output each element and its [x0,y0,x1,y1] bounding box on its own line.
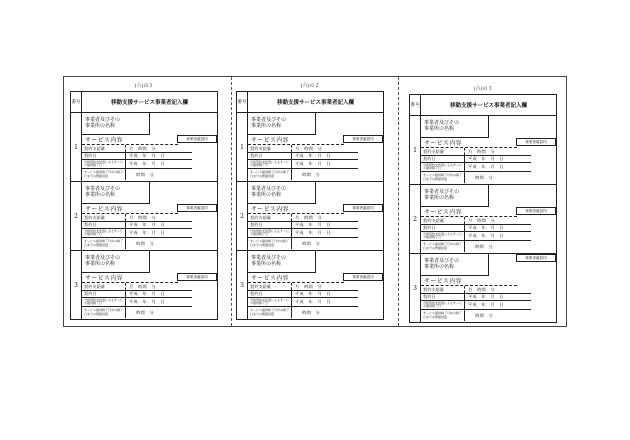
amount-value[interactable]: 月 時間 分 [468,217,495,223]
amount-label: 契約支給量 [82,145,126,152]
confirm-stamp-cell[interactable]: 事業者確認印 [177,135,217,143]
confirm-stamp-cell[interactable]: 事業者確認印 [516,138,556,146]
end-date-row [248,159,358,168]
provider-name-cell[interactable] [421,185,489,207]
provider-name-cell[interactable] [82,251,150,273]
entry-row [237,251,383,319]
end-date-label: 当該契約支給量によるサービス提供終了日 [248,229,292,237]
amount-row [421,147,517,155]
table-header [71,92,217,113]
amount-value[interactable]: 月 時間 分 [295,283,322,289]
end-date-value[interactable]: 平成 年 月 日 [129,299,165,304]
panel-title: (六)の３ [473,86,493,92]
used-amount-row [248,237,358,249]
service-label: サービス内容 [85,137,123,144]
amount-value[interactable]: 月 時間 分 [129,145,156,151]
used-amount-label: サービス提供終了月中の終了日までの既提供量 [421,241,465,252]
entry-number: 2 [237,182,248,250]
entry-row [71,251,217,319]
entry-row [410,254,556,322]
amount-row [421,285,517,293]
end-date-label: 当該契約支給量によるサービス提供終了日 [421,163,465,171]
entry-body [82,182,217,250]
table-title: 移動支援サービス事業者記入欄 [276,100,354,106]
confirm-stamp-cell[interactable]: 事業者確認印 [177,204,217,212]
used-amount-value[interactable]: 時間 分 [136,171,154,177]
service-label: サービス内容 [424,140,462,147]
service-label: サービス内容 [251,206,289,213]
entry-row [237,182,383,251]
service-row [421,138,489,147]
provider-name-cell[interactable] [248,113,316,135]
number-header: 番号 [410,95,421,115]
end-date-row [82,297,192,306]
table-header [237,92,383,113]
end-date-value[interactable]: 平成 年 月 日 [468,302,504,307]
service-row [248,135,316,144]
provider-name-label-2: 事業所の名称 [251,261,282,267]
end-date-label: 当該契約支給量によるサービス提供終了日 [82,298,126,306]
amount-row [82,282,178,290]
amount-row [248,144,344,152]
used-amount-row [82,168,192,180]
contract-date-row [421,224,531,231]
service-row [82,204,150,213]
provider-name-label-2: 事業所の名称 [251,192,282,198]
provider-name-label-1: 事業者及びその [251,117,287,123]
end-date-label: 当該契約支給量によるサービス提供終了日 [82,229,126,237]
used-amount-row [82,306,192,318]
contract-date-row [248,152,358,159]
entry-row [237,113,383,182]
contract-date-label: 契約日 [82,153,126,159]
amount-row [82,144,178,152]
end-date-value[interactable]: 平成 年 月 日 [295,299,331,304]
confirm-stamp-cell[interactable]: 事業者確認印 [516,207,556,215]
service-row [421,276,489,285]
contract-date-label: 契約日 [421,225,465,231]
amount-value[interactable]: 月 時間 分 [129,214,156,220]
contract-date-row [82,221,192,228]
table-title: 移動支援サービス事業者記入欄 [449,103,527,109]
amount-row [248,282,344,290]
number-header: 番号 [237,92,248,112]
end-date-label: 当該契約支給量によるサービス提供終了日 [248,160,292,168]
amount-value[interactable]: 月 時間 分 [468,148,495,154]
amount-label: 契約支給量 [421,148,465,155]
entry-body [248,251,383,319]
amount-value[interactable]: 月 時間 分 [468,286,495,292]
used-amount-label: サービス提供終了月中の終了日までの既提供量 [82,238,126,249]
end-date-value[interactable]: 平成 年 月 日 [295,230,331,235]
used-amount-value[interactable]: 時間 分 [475,243,493,249]
amount-row [82,213,178,221]
amount-label: 契約支給量 [248,283,292,290]
amount-value[interactable]: 月 時間 分 [295,214,322,220]
contract-date-label: 契約日 [421,294,465,300]
provider-name-label-2: 事業所の名称 [85,192,116,198]
end-date-row [248,228,358,237]
end-date-row [82,228,192,237]
contract-date-row [421,293,531,300]
service-label: サービス内容 [251,275,289,282]
form-panel [70,82,218,320]
amount-label: 契約支給量 [421,217,465,224]
confirm-stamp-cell[interactable]: 事業者確認印 [516,254,556,262]
amount-value[interactable]: 月 時間 分 [295,145,322,151]
entry-row [410,116,556,185]
end-date-row [82,159,192,168]
contract-date-row [82,290,192,297]
provider-name-label-1: 事業者及びその [85,186,121,192]
entry-number: 3 [237,251,248,319]
panel-table [236,91,384,320]
entry-row [410,185,556,254]
contract-date-value[interactable]: 平成 年 月 日 [295,222,331,227]
used-amount-label: サービス提供終了月中の終了日までの既提供量 [248,238,292,249]
used-amount-label: サービス提供終了月中の終了日までの既提供量 [82,169,126,180]
provider-name-label-2: 事業所の名称 [424,195,455,201]
table-header [410,95,556,116]
cut-line [398,77,399,326]
used-amount-value[interactable]: 時間 分 [136,240,154,246]
provider-name-label-2: 事業所の名称 [85,261,116,267]
contract-date-row [248,290,358,297]
contract-date-value[interactable]: 平成 年 月 日 [129,153,165,158]
contract-date-value[interactable]: 平成 年 月 日 [468,156,504,161]
service-label: サービス内容 [85,275,123,282]
contract-date-value[interactable]: 平成 年 月 日 [295,291,331,296]
confirm-stamp-cell[interactable]: 事業者確認印 [343,204,383,212]
entry-body [421,116,556,184]
provider-name-cell[interactable] [421,116,489,138]
amount-label: 契約支給量 [82,214,126,221]
provider-name-label-1: 事業者及びその [424,189,460,195]
used-amount-value[interactable]: 時間 分 [302,240,320,246]
provider-name-label-1: 事業者及びその [85,117,121,123]
used-amount-label: サービス提供終了月中の終了日までの既提供量 [421,310,465,321]
contract-date-label: 契約日 [82,222,126,228]
service-row [82,273,150,282]
provider-name-cell[interactable] [82,182,150,204]
used-amount-row [248,168,358,180]
provider-name-label-1: 事業者及びその [424,258,460,264]
service-label: サービス内容 [85,206,123,213]
amount-label: 契約支給量 [82,283,126,290]
provider-name-label-1: 事業者及びその [85,255,121,261]
provider-name-cell[interactable] [421,254,489,276]
form-panel [409,85,557,323]
end-date-value[interactable]: 平成 年 月 日 [295,161,331,166]
used-amount-value[interactable]: 時間 分 [475,312,493,318]
contract-date-label: 契約日 [421,156,465,162]
provider-name-label-2: 事業所の名称 [424,264,455,270]
amount-label: 契約支給量 [248,145,292,152]
used-amount-row [248,306,358,318]
entry-number: 2 [410,185,421,253]
entry-number: 1 [410,116,421,184]
used-amount-value[interactable]: 時間 分 [475,174,493,180]
end-date-value[interactable]: 平成 年 月 日 [468,233,504,238]
panel-table [409,94,557,323]
contract-date-row [421,155,531,162]
contract-date-value[interactable]: 平成 年 月 日 [129,222,165,227]
provider-name-cell[interactable] [248,251,316,273]
cut-line [231,77,232,326]
contract-date-value[interactable]: 平成 年 月 日 [468,225,504,230]
table-title: 移動支援サービス事業者記入欄 [110,100,188,106]
provider-name-label-2: 事業所の名称 [424,126,455,132]
confirm-stamp-cell[interactable]: 事業者確認印 [343,273,383,281]
end-date-row [248,297,358,306]
amount-label: 契約支給量 [421,286,465,293]
contract-date-value[interactable]: 平成 年 月 日 [468,294,504,299]
used-amount-label: サービス提供終了月中の終了日までの既提供量 [421,172,465,183]
used-amount-row [421,171,531,183]
end-date-row [421,162,531,171]
contract-date-row [248,221,358,228]
provider-name-cell[interactable] [248,182,316,204]
provider-name-cell[interactable] [82,113,150,135]
end-date-label: 当該契約支給量によるサービス提供終了日 [421,301,465,309]
amount-label: 契約支給量 [248,214,292,221]
panel-table [70,91,218,320]
entry-row [71,182,217,251]
entry-number: 2 [71,182,82,250]
service-label: サービス内容 [424,278,462,285]
entry-body [82,113,217,181]
entry-body [248,182,383,250]
end-date-row [421,300,531,309]
contract-date-label: 契約日 [248,153,292,159]
contract-date-row [82,152,192,159]
amount-value[interactable]: 月 時間 分 [129,283,156,289]
service-label: サービス内容 [424,209,462,216]
used-amount-value[interactable]: 時間 分 [302,309,320,315]
provider-name-label-1: 事業者及びその [251,255,287,261]
entry-body [82,251,217,319]
end-date-value[interactable]: 平成 年 月 日 [129,230,165,235]
end-date-label: 当該契約支給量によるサービス提供終了日 [421,232,465,240]
provider-name-label-2: 事業所の名称 [251,123,282,129]
form-panel [236,82,384,320]
contract-date-label: 契約日 [82,291,126,297]
contract-date-value[interactable]: 平成 年 月 日 [129,291,165,296]
service-row [82,135,150,144]
contract-date-value[interactable]: 平成 年 月 日 [295,153,331,158]
end-date-value[interactable]: 平成 年 月 日 [129,161,165,166]
end-date-row [421,231,531,240]
used-amount-label: サービス提供終了月中の終了日までの既提供量 [248,307,292,318]
confirm-stamp-cell[interactable]: 事業者確認印 [177,273,217,281]
entry-number: 1 [237,113,248,181]
provider-name-label-2: 事業所の名称 [85,123,116,129]
contract-date-label: 契約日 [248,222,292,228]
contract-date-label: 契約日 [248,291,292,297]
entry-number: 3 [410,254,421,322]
used-amount-row [82,237,192,249]
end-date-label: 当該契約支給量によるサービス提供終了日 [82,160,126,168]
used-amount-label: サービス提供終了月中の終了日までの既提供量 [82,307,126,318]
used-amount-row [421,240,531,252]
provider-name-label-1: 事業者及びその [424,120,460,126]
amount-row [421,216,517,224]
entry-body [421,185,556,253]
service-row [248,273,316,282]
used-amount-value[interactable]: 時間 分 [302,171,320,177]
service-label: サービス内容 [251,137,289,144]
panel-title: (六)の２ [300,83,320,89]
service-row [421,207,489,216]
used-amount-row [421,309,531,321]
end-date-value[interactable]: 平成 年 月 日 [468,164,504,169]
confirm-stamp-cell[interactable]: 事業者確認印 [343,135,383,143]
entry-body [248,113,383,181]
used-amount-label: サービス提供終了月中の終了日までの既提供量 [248,169,292,180]
provider-name-label-1: 事業者及びその [251,186,287,192]
entry-body [421,254,556,322]
service-row [248,204,316,213]
entry-number: 3 [71,251,82,319]
amount-row [248,213,344,221]
end-date-label: 当該契約支給量によるサービス提供終了日 [248,298,292,306]
used-amount-value[interactable]: 時間 分 [136,309,154,315]
panel-title: (六)の１ [134,83,154,89]
number-header: 番号 [71,92,82,112]
entry-row [71,113,217,182]
entry-number: 1 [71,113,82,181]
